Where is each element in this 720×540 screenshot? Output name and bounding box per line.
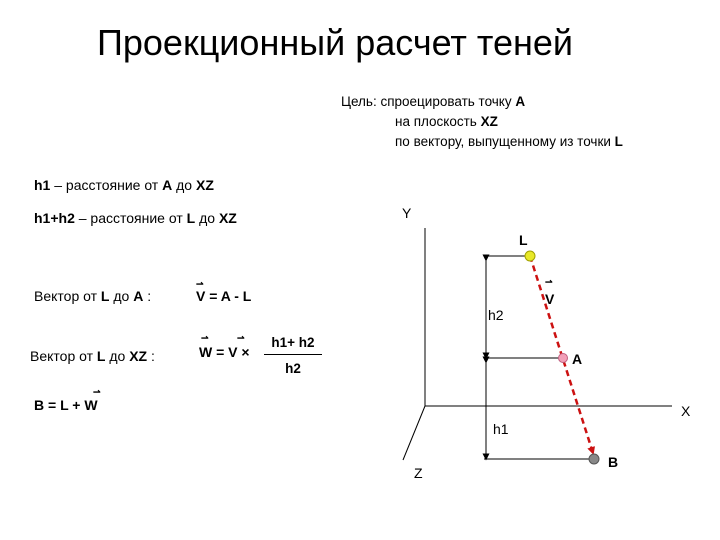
dim-h1-label: h1 [493, 421, 509, 437]
goal-line-2-text: на плоскость [395, 114, 481, 129]
goal-point-l: L [614, 134, 623, 149]
definition-h1-text: – расстояние от [50, 177, 163, 193]
definition-h1-mid: до [172, 177, 196, 193]
definition-h12-term: h1+h2 [34, 210, 75, 226]
vector-arrow-icon: ⇀ [545, 277, 553, 287]
formula-v-equation: V = A - L [196, 288, 252, 304]
x-axis-label: X [681, 403, 691, 419]
definition-h1-term: h1 [34, 177, 51, 193]
formula-w-denominator: h2 [285, 361, 301, 376]
goal-line-3-text: по вектору, выпущенному из точки [395, 134, 615, 149]
vector-arrow-icon: ⇀ [201, 333, 208, 343]
vector-arrow-icon: ⇀ [237, 333, 244, 343]
point-a-label: A [572, 351, 583, 367]
formula-v-prefix: Вектор от [34, 288, 101, 304]
definition-h12-mid: до [195, 210, 219, 226]
z-axis-label: Z [414, 465, 423, 481]
goal-plane-xz: XZ [480, 114, 498, 129]
z-axis [403, 406, 425, 460]
goal-point-a: A [515, 94, 526, 109]
goal-line-1-text: Цель: спроецировать точку [341, 94, 516, 109]
dim-h2-label: h2 [488, 307, 504, 323]
formula-w-numerator: h1+ h2 [271, 335, 315, 350]
formula-v-from: L [100, 288, 110, 304]
point-a-marker [559, 354, 568, 363]
vector-arrow-icon: ⇀ [93, 387, 100, 397]
definition-h12-from: L [186, 210, 196, 226]
point-b-label: B [608, 454, 619, 470]
point-l-label: L [519, 232, 528, 248]
formula-b-equation: B = L + W [34, 397, 98, 413]
page-title: Проекционный расчет теней [97, 22, 574, 63]
formula-w-to: XZ [129, 348, 148, 364]
formula-w-equation: W = V × [199, 344, 250, 360]
formula-v-to: A [133, 288, 144, 304]
formula-w-mid: до [105, 348, 130, 364]
vector-v-label: V [545, 291, 555, 307]
definition-h1-to: XZ [195, 177, 214, 193]
vector-arrow-icon: ⇀ [196, 279, 203, 289]
formula-w-prefix: Вектор от [30, 348, 97, 364]
point-l-marker [525, 251, 535, 261]
definition-h1-from: A [162, 177, 173, 193]
y-axis-label: Y [402, 205, 412, 221]
point-b-marker [589, 454, 599, 464]
definition-h12-to: XZ [218, 210, 237, 226]
definition-h12-text: – расстояние от [74, 210, 187, 226]
formula-w-from: L [96, 348, 106, 364]
formula-w-colon: : [147, 348, 155, 364]
formula-v-mid: до [109, 288, 134, 304]
formula-v-colon: : [143, 288, 152, 304]
